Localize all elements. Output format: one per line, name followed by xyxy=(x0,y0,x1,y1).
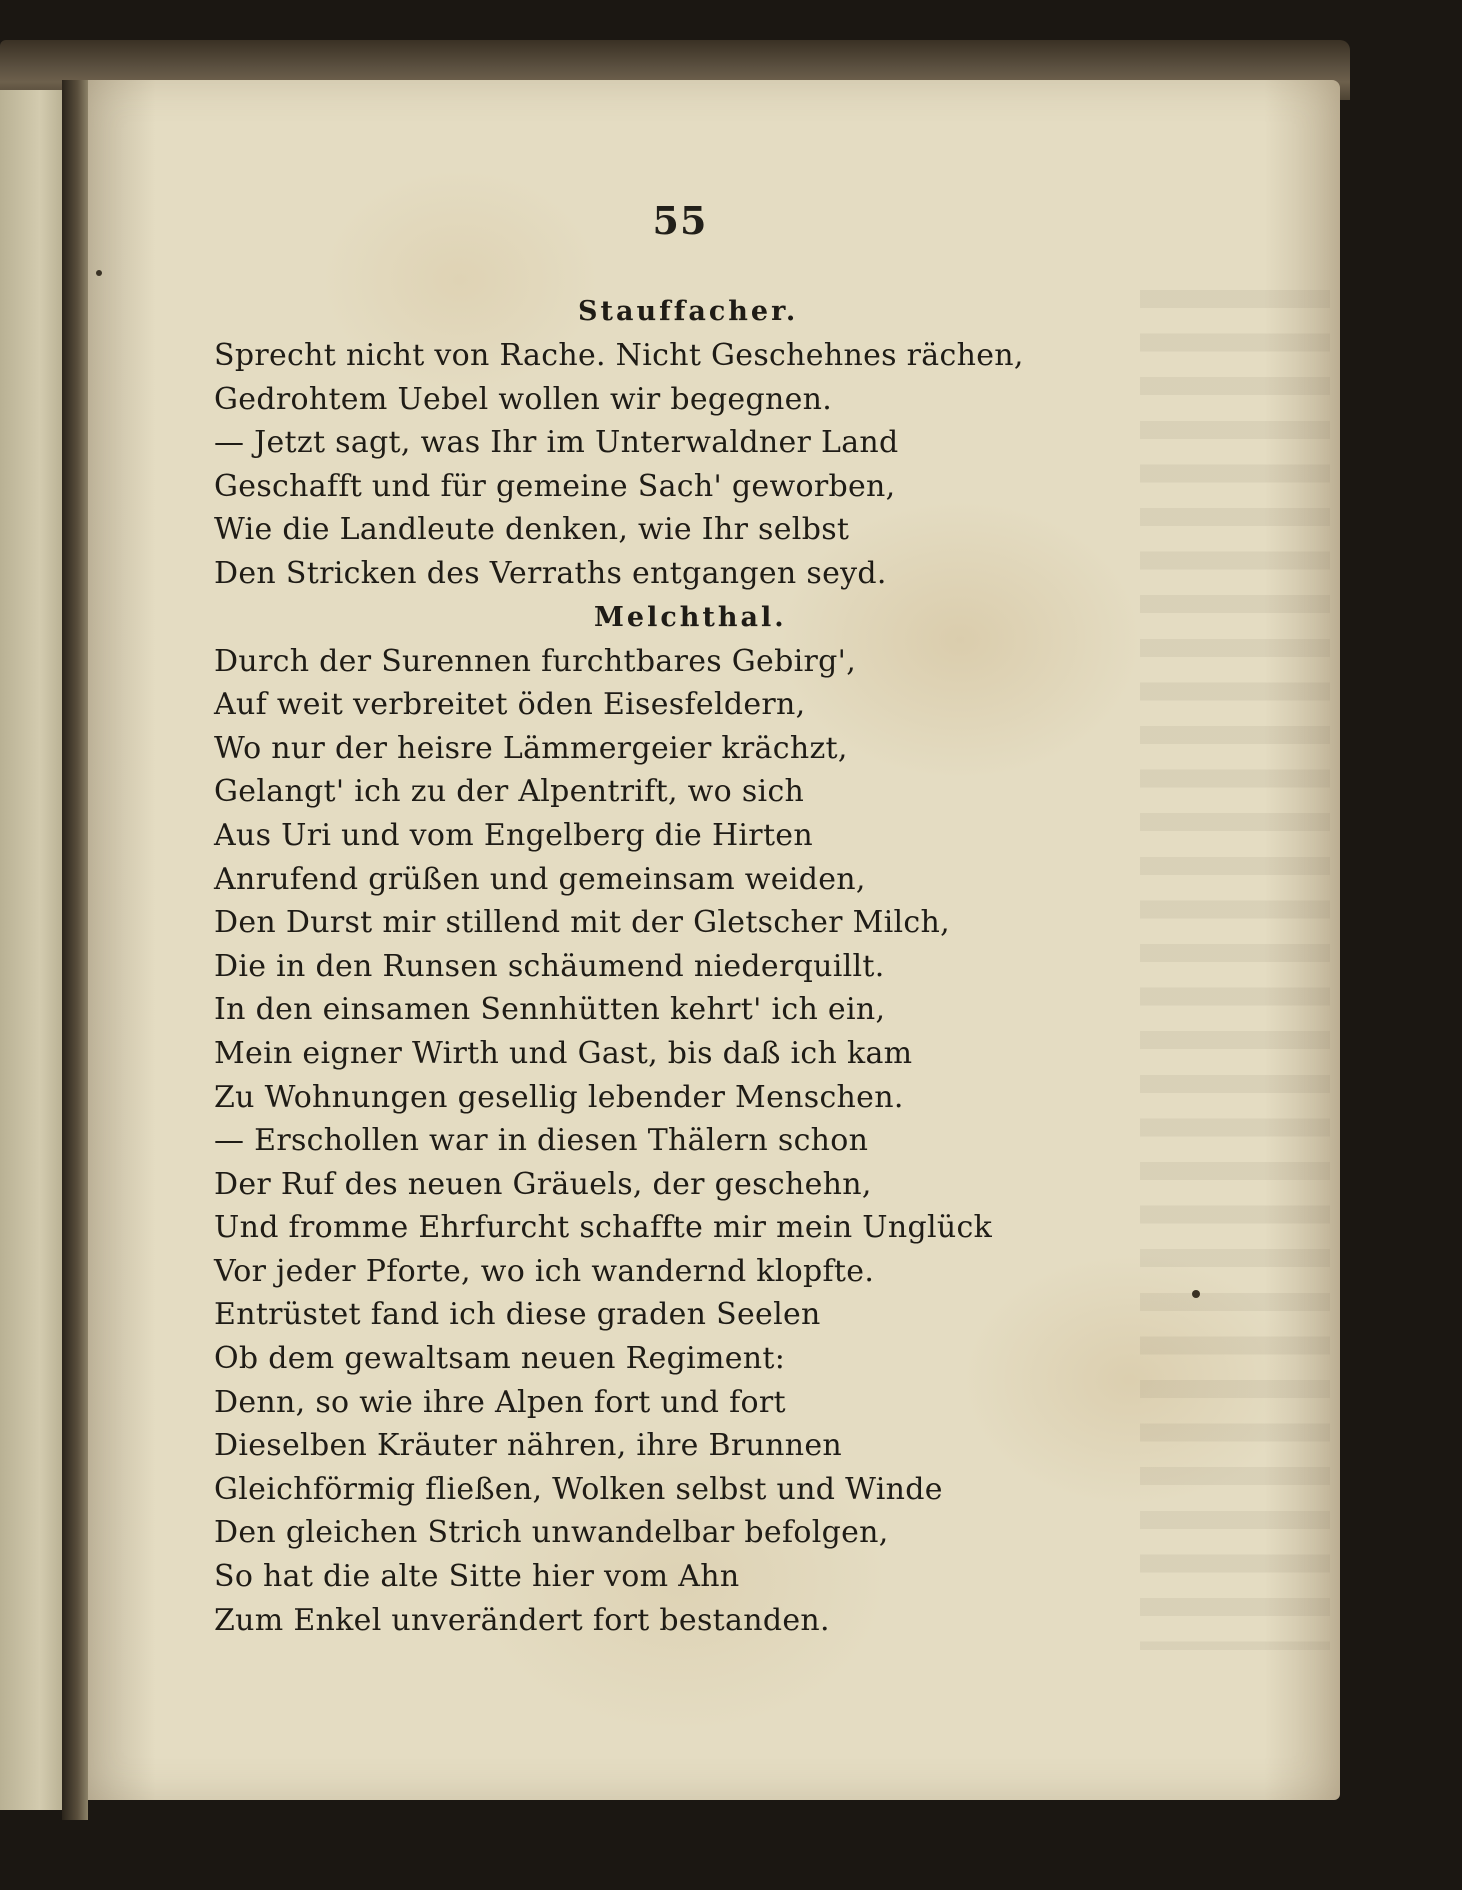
verse-line: Auf weit verbreitet öden Eisesfeldern, xyxy=(214,687,806,723)
verse-line: Die in den Runsen schäumend niederquillt. xyxy=(214,948,885,984)
verse-line: — Erschollen war in diesen Thälern schon xyxy=(214,1123,869,1159)
verse-line: Gleichförmig fließen, Wolken selbst und Winde xyxy=(214,1471,943,1507)
verse-line: Zum Enkel unverändert fort bestanden. xyxy=(214,1602,830,1638)
verse-line: Wie die Landleute denken, wie Ihr selbst xyxy=(214,512,850,548)
verse-line: Den Stricken des Verraths entgangen seyd. xyxy=(214,555,887,591)
verse-line: Anrufend grüßen und gemeinsam weiden, xyxy=(214,861,866,897)
verse-line: Den gleichen Strich unwandelbar befolgen, xyxy=(214,1515,889,1551)
verse-line: Geschafft und für gemeine Sach' geworben, xyxy=(214,468,896,504)
book-gutter xyxy=(62,80,88,1820)
verse-line: Wo nur der heisre Lämmergeier krächzt, xyxy=(214,730,848,766)
verse-line: Denn, so wie ihre Alpen fort und fort xyxy=(214,1384,786,1420)
verse-line: Den Durst mir stillend mit der Gletscher Milch, xyxy=(214,905,950,941)
verse-line: Gelangt' ich zu der Alpentrift, wo sich xyxy=(214,774,805,810)
verse-line: Mein eigner Wirth und Gast, bis daß ich kam xyxy=(214,1035,913,1071)
verse-line: In den einsamen Sennhütten kehrt' ich ein, xyxy=(214,992,886,1028)
verse-text-block xyxy=(214,290,1214,1642)
verse-line: Entrüstet fand ich diese graden Seelen xyxy=(214,1297,821,1333)
verse-line: Sprecht nicht von Rache. Nicht Geschehnes rächen, xyxy=(214,338,1024,373)
verse-line: So hat die alte Sitte hier vom Ahn xyxy=(214,1559,740,1595)
page-number: 55 xyxy=(652,198,708,243)
verse-line: Dieselben Kräuter nähren, ihre Brunnen xyxy=(214,1428,842,1464)
verse-line: — Jetzt sagt, was Ihr im Unterwaldner Land xyxy=(214,425,899,461)
speaker-name: Stauffacher. xyxy=(578,296,799,327)
verse-line: Zu Wohnungen gesellig lebender Menschen. xyxy=(214,1079,904,1115)
verse-line: Vor jeder Pforte, wo ich wandernd klopfte. xyxy=(214,1253,875,1289)
verse-line: Ob dem gewaltsam neuen Regiment: xyxy=(214,1341,786,1377)
ink-speck xyxy=(96,270,102,276)
verse-line: Durch der Surennen furchtbares Gebirg', xyxy=(214,643,857,679)
verse-line: Der Ruf des neuen Gräuels, der geschehn, xyxy=(214,1166,872,1202)
verse-line: Aus Uri und vom Engelberg die Hirten xyxy=(214,817,813,853)
verse-line: Gedrohtem Uebel wollen wir begegnen. xyxy=(214,381,833,417)
speaker-name: Melchthal. xyxy=(594,601,787,633)
verse-line: Und fromme Ehrfurcht schaffte mir mein Unglück xyxy=(214,1210,993,1246)
